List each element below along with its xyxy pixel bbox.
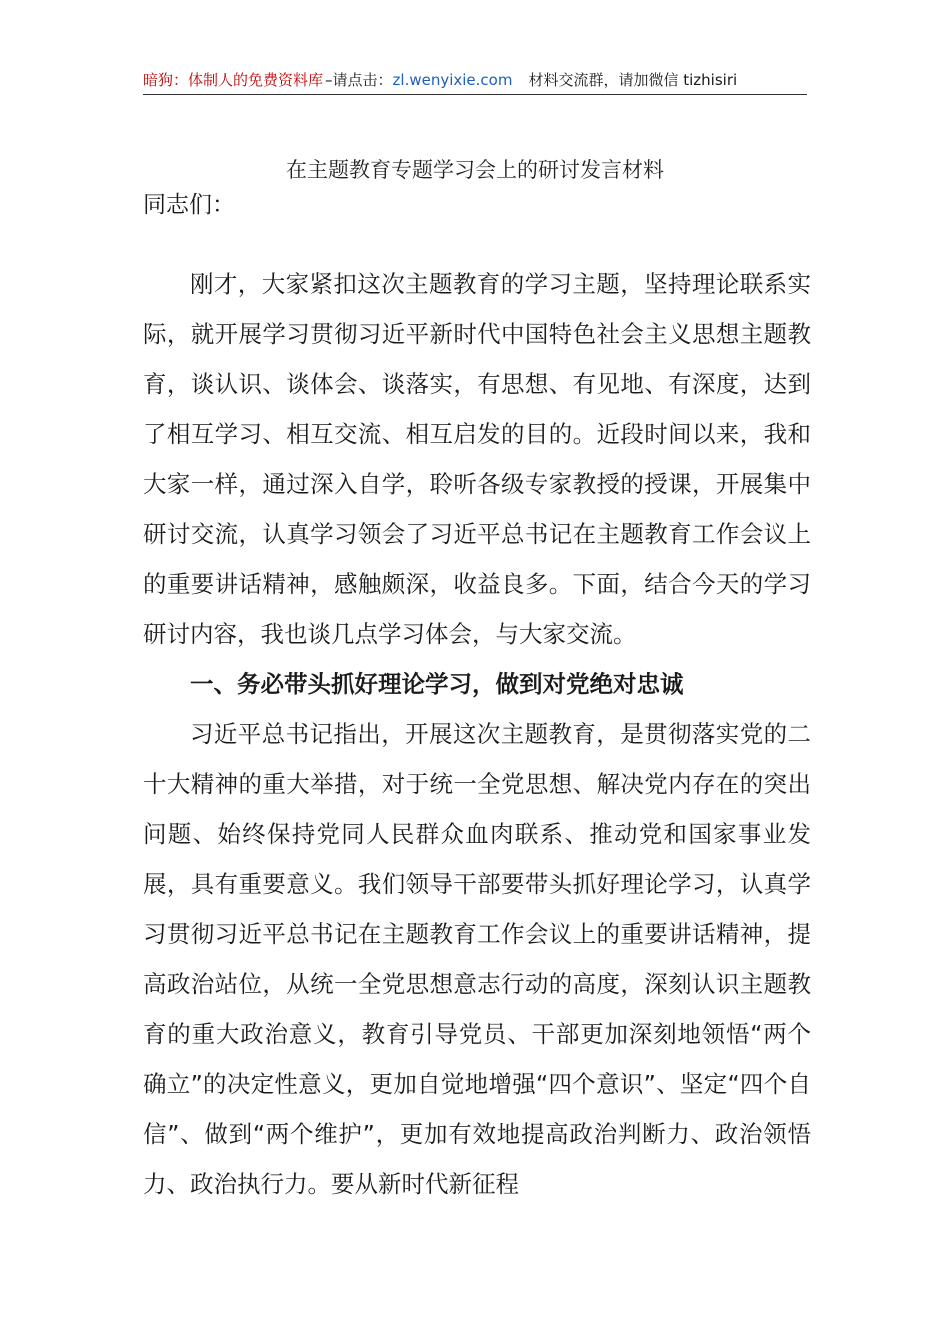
section-heading: 一、务必带头抓好理论学习，做到对党绝对忠诚 [190, 670, 684, 698]
document-body [143, 259, 811, 1209]
salutation: 同志们： [143, 192, 235, 218]
page-header [143, 68, 807, 95]
header-brand: 暗狗：体制人的免费资料库 [143, 71, 324, 89]
header-prompt: –请点击： [325, 71, 393, 89]
paragraph-opening: 刚才，大家紧扣这次主题教育的学习主题，坚持理论联系实际，就开展学习贯彻习近平新时代中国特色社会主义思想主题教育，谈认识、谈体会、谈落实，有思想、有见地、有深度，达到了相互学习、相互交流、相互启发的目的。近段时间以来，我和大家一样，通过深入自学，聆听各级专家教授的授课，开展集中研讨交流，认真学习领会了习近平总书记在主题教育工作会议上的重要讲话精神，感触颇深，收益良多。下面，结合今天的学习研讨内容，我也谈几点学习体会，与大家交流。 [143, 270, 811, 648]
header-link[interactable]: zl.wenyixie.com [392, 71, 513, 89]
header-group-note: 材料交流群，请加微信 tizhisiri [528, 71, 738, 89]
paragraph-section-1: 习近平总书记指出，开展这次主题教育，是贯彻落实党的二十大精神的重大举措，对于统一全党思想、解决党内存在的突出问题、始终保持党同人民群众血肉联系、推动党和国家事业发展，具有重要意义。我们领导干部要带头抓好理论学习，认真学习贯彻习近平总书记在主题教育工作会议上的重要讲话精神，提高政治站位，从统一全党思想意志行动的高度，深刻认识主题教育的重大政治意义，教育引导党员、干部更加深刻地领悟“两个确立”的决定性意义，更加自觉地增强“四个意识”、坚定“四个自信”、做到“两个维护”，更加有效地提高政治判断力、政治领悟力、政治执行力。要从新时代新征程 [143, 720, 811, 1198]
document-title: 在主题教育专题学习会上的研讨发言材料 [286, 158, 664, 182]
